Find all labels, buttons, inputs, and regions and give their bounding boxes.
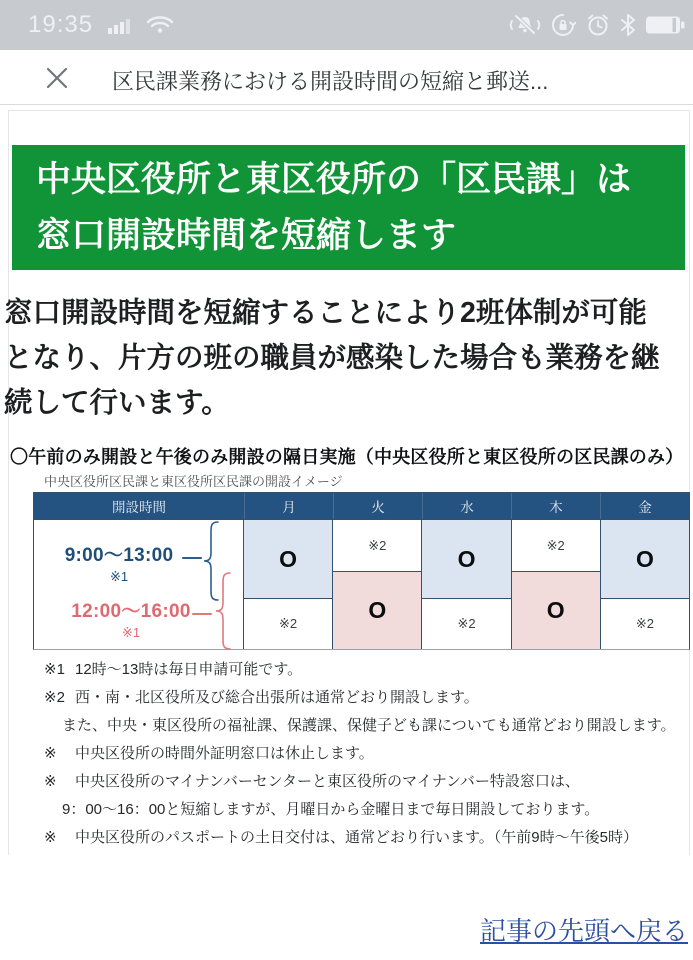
announcement-banner: [12, 145, 685, 270]
day-column-thu: [512, 520, 601, 649]
wed-afternoon-cell: ※2: [422, 599, 510, 649]
bluetooth-icon: [620, 13, 636, 37]
afternoon-time-label: 12:00〜16:00: [71, 601, 191, 622]
day-column-mon: [244, 520, 333, 649]
footnote-2-text: 西・南・北区役所及び総合出張所は通常どおり開設します。: [75, 689, 479, 706]
thu-afternoon-cell: O: [512, 572, 600, 649]
footnote-3-marker: ※: [44, 745, 57, 762]
footnote-4-continuation: 9：00〜16：00と短縮しますが、月曜日から金曜日まで毎日開設しております。: [62, 801, 600, 818]
footnote-2: [44, 689, 684, 707]
intro-line-3: 続して行います。: [4, 387, 230, 419]
mon-morning-cell: O: [244, 520, 332, 599]
morning-dash: [182, 557, 202, 559]
footnote-1: [44, 661, 684, 679]
mon-afternoon-cell: ※2: [244, 599, 332, 649]
morning-time-label: 9:00〜13:00: [64, 545, 174, 566]
footnote-1-marker: ※1: [44, 661, 65, 678]
section-heading: 〇午前のみ開設と午後のみ開設の隔日実施（中央区役所と東区役所の区民課のみ）: [10, 447, 684, 467]
header-cell-thu: 木: [511, 493, 600, 519]
clock-time: 19:35: [28, 11, 94, 38]
footnotes: [44, 661, 684, 857]
footnote-5-marker: ※: [44, 829, 57, 846]
header-cell-time: 開設時間: [112, 500, 166, 515]
intro-paragraph: [4, 291, 692, 426]
footnote-1-text: 12時〜13時は毎日申請可能です。: [75, 661, 303, 678]
header-cell-tue: 火: [333, 493, 422, 519]
signal-icon: [108, 16, 134, 34]
vibrate-off-icon: [509, 13, 541, 37]
footnote-4: [44, 773, 684, 791]
schedule-table-header: [33, 492, 690, 520]
close-icon: [43, 64, 71, 92]
browser-bar: [0, 50, 693, 105]
alarm-clock-icon: [585, 12, 611, 38]
footnote-3: [44, 745, 684, 763]
status-bar: [0, 0, 693, 50]
afternoon-time-block: [50, 596, 212, 641]
banner-line-1: 中央区役所と東区役所の「区民課」は: [36, 160, 632, 199]
intro-line-2: となり、片方の班の職員が感染した場合も業務を継: [4, 342, 660, 374]
schedule-table: [33, 492, 690, 650]
fri-afternoon-cell: ※2: [601, 599, 689, 649]
day-column-fri: [601, 520, 689, 649]
day-column-wed: [422, 520, 511, 649]
wifi-icon: [146, 14, 174, 34]
afternoon-dash: [192, 613, 212, 615]
footnote-4-marker: ※: [44, 773, 57, 790]
footnote-5-text: 中央区役所のパスポートの土日交付は、通常どおり行います。（午前9時〜午後5時）: [75, 829, 638, 846]
tue-morning-cell: ※2: [333, 520, 421, 572]
time-column: [34, 520, 244, 649]
intro-line-1: 窓口開設時間を短縮することにより2班体制が可能: [4, 297, 647, 329]
footnote-3-text: 中央区役所の時間外証明窓口は休止します。: [75, 745, 374, 762]
footnote-2-continuation: また、中央・東区役所の福祉課、保護課、保健子ども課についても通常どおり開設します。: [62, 717, 676, 734]
page-title: 区民課業務における開設時間の短縮と郵送...: [112, 69, 549, 94]
day-column-tue: [333, 520, 422, 649]
header-cell-wed: 水: [422, 493, 511, 519]
morning-time-note: ※1: [109, 569, 129, 584]
close-button[interactable]: [42, 64, 72, 94]
banner-line-2: 窓口開設時間を短縮します: [36, 216, 457, 255]
wed-morning-cell: O: [422, 520, 510, 599]
morning-time-block: [38, 540, 200, 585]
tue-afternoon-cell: O: [333, 572, 421, 649]
header-cell-fri: 金: [600, 493, 689, 519]
afternoon-time-note: ※1: [121, 625, 141, 640]
battery-icon: [645, 14, 685, 36]
back-to-top-link[interactable]: 記事の先頭へ戻る: [479, 916, 688, 946]
footnote-4-text: 中央区役所のマイナンバーセンターと東区役所のマイナンバー特設窓口は、: [75, 773, 580, 790]
schedule-table-body: [33, 520, 690, 650]
fri-morning-cell: O: [601, 520, 689, 599]
table-caption: 中央区役所区民課と東区役所区民課の開設イメージ: [44, 474, 343, 489]
rotation-lock-icon: [550, 12, 576, 38]
footnote-2-marker: ※2: [44, 689, 65, 706]
afternoon-brace-icon: [215, 572, 231, 650]
footnote-5: [44, 829, 684, 847]
header-cell-mon: 月: [244, 493, 333, 519]
thu-morning-cell: ※2: [512, 520, 600, 572]
